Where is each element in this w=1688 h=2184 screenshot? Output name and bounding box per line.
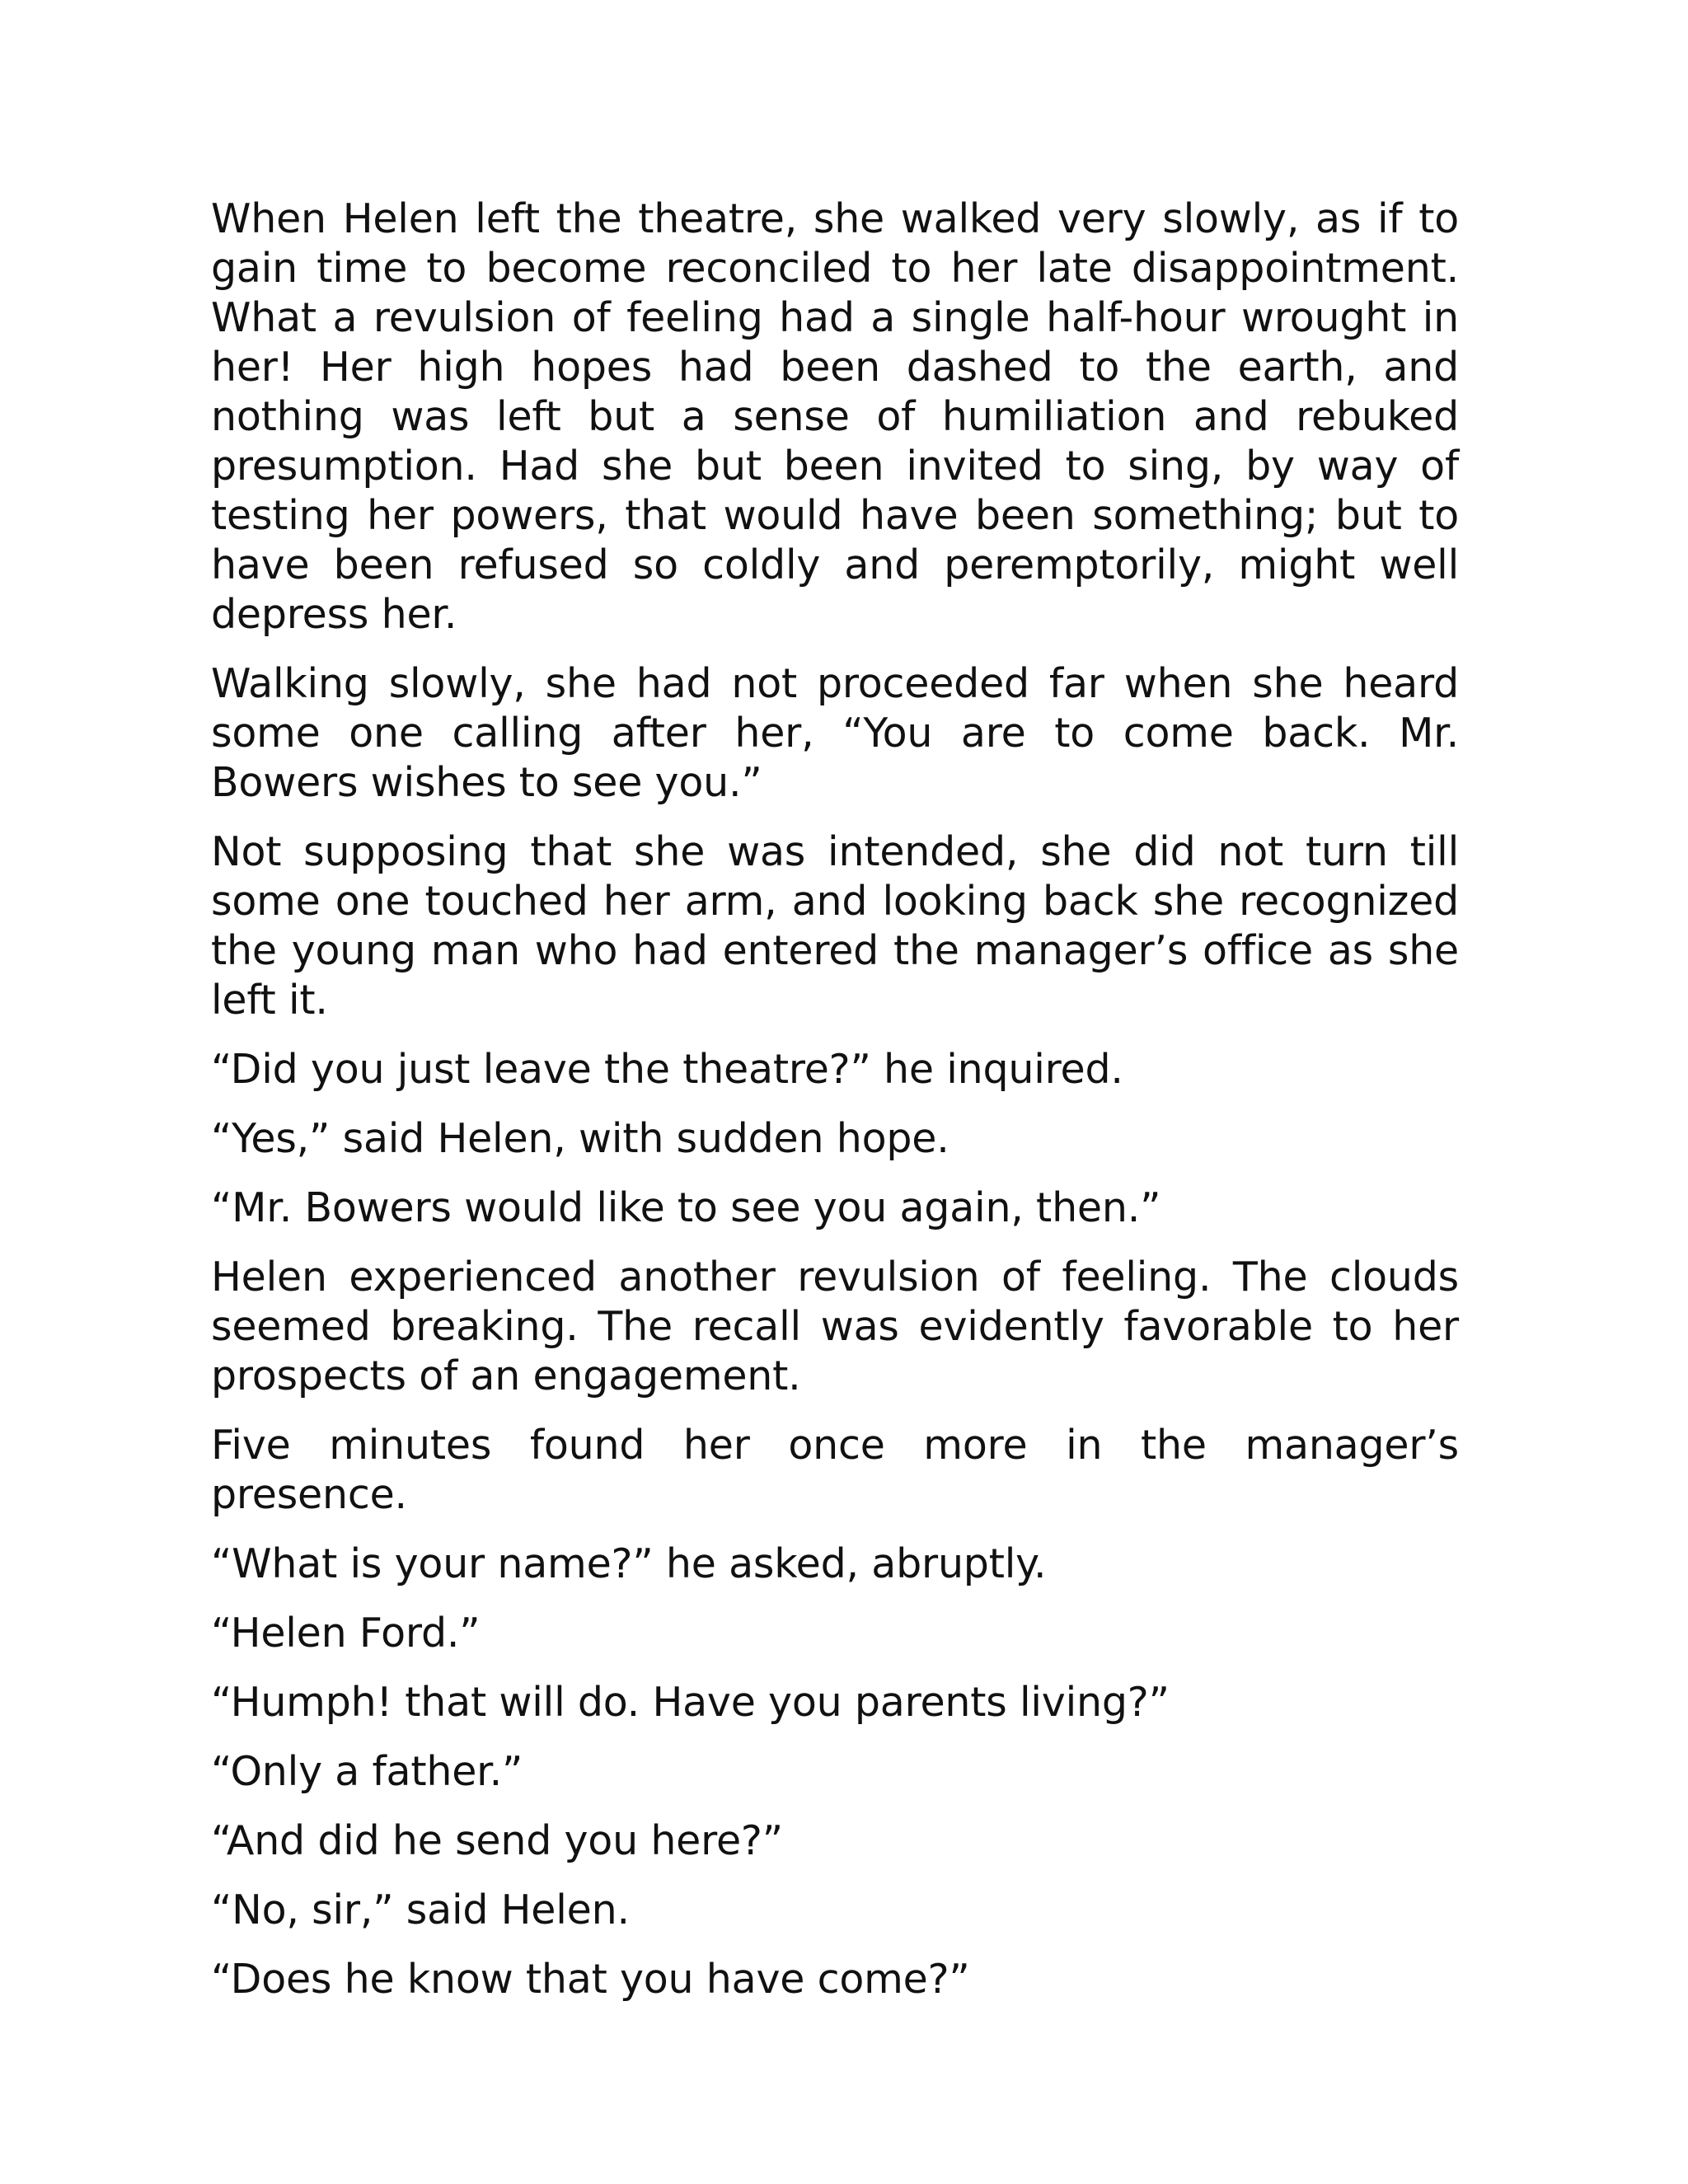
paragraph: Five minutes found her once more in the manager’s presence. [211, 1422, 1459, 1518]
paragraph: “Humph! that will do. Have you parents living?” [211, 1679, 1170, 1726]
paragraph: “Mr. Bowers would like to see you again, then.” [211, 1184, 1161, 1231]
paragraph: “No, sir,” said Helen. [211, 1886, 630, 1933]
paragraph: “Helen Ford.” [211, 1610, 481, 1657]
paragraph: “Does he know that you have come?” [211, 1956, 970, 2003]
paragraph: When Helen left the theatre, she walked very slowly, as if to gain time to become reconciled to her late disappointment. What a revulsion of feeling had a single half-hour wrought in her! Her high hopes had been dashed to the earth, and nothing was left but a sense of humiliation and rebuked presumption. Had she but been invited to sing, by way of testing her powers, that would have been something; but to have been refused so coldly and peremptorily, might well depress her. [211, 195, 1459, 638]
paragraph: Not supposing that she was intended, she did not turn till some one touched her arm, and looking back she recognized the young man who had entered the manager’s office as she left it. [211, 828, 1459, 1024]
paragraph: “Only a father.” [211, 1748, 523, 1795]
document-page [211, 194, 1459, 2024]
paragraph: “What is your name?” he asked, abruptly. [211, 1540, 1047, 1587]
paragraph: Helen experienced another revulsion of feeling. The clouds seemed breaking. The recall was evidently favorable to her prospects of an engagement. [211, 1254, 1459, 1399]
paragraph: “Yes,” said Helen, with sudden hope. [211, 1115, 950, 1162]
paragraph: “And did he send you here?” [211, 1817, 783, 1864]
paragraph: Walking slowly, she had not proceeded far when she heard some one calling after her, “You are to come back. Mr. Bowers wishes to see you.” [211, 660, 1459, 806]
paragraph: “Did you just leave the theatre?” he inquired. [211, 1046, 1123, 1093]
